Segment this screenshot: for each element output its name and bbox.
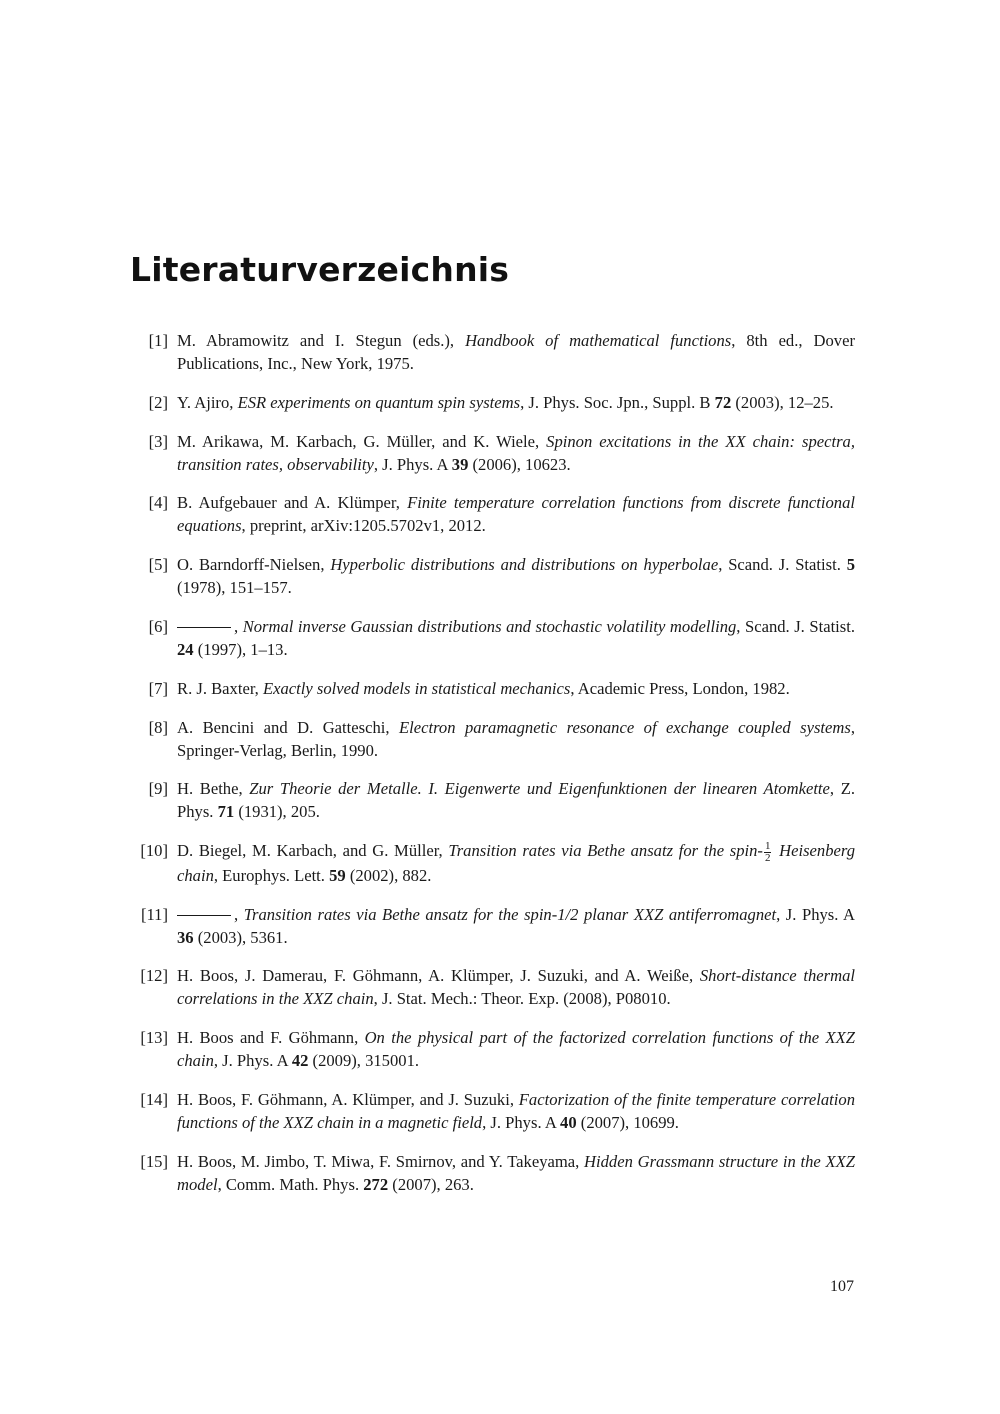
reference-authors: H. Boos and F. Göhmann, <box>177 1028 365 1048</box>
reference-authors: R. J. Baxter, <box>177 678 263 698</box>
reference-title: Transition rates via Bethe ansatz for the spin-1/2 planar XXZ antiferromagnet <box>243 904 777 924</box>
reference-number: [8] <box>148 717 168 737</box>
reference-publication: (2009), 315001. <box>308 1051 420 1071</box>
reference-journal: , Scand. J. Statist. <box>736 616 856 636</box>
reference-number: [11] <box>140 904 168 924</box>
reference-journal: , J. Phys. Soc. Jpn., Suppl. B <box>520 392 715 412</box>
reference-journal: , J. Phys. A <box>373 454 452 474</box>
reference-publication: (1931), 205. <box>234 802 320 822</box>
reference-number: [15] <box>140 1151 168 1171</box>
reference-number: [5] <box>148 555 168 575</box>
reference-authors: H. Boos, J. Damerau, F. Göhmann, A. Klümper, J. Suzuki, and A. Weiße, <box>177 966 700 986</box>
reference-authors: , <box>234 904 244 924</box>
reference-number: [12] <box>140 966 168 986</box>
reference-number: [2] <box>148 392 168 412</box>
reference-item <box>130 491 855 537</box>
one-half-fraction <box>764 841 772 864</box>
reference-journal: , J. Phys. A <box>776 904 856 924</box>
reference-item <box>130 391 855 414</box>
reference-publication: (2007), 263. <box>388 1174 474 1194</box>
reference-item <box>130 430 855 476</box>
reference-volume: 71 <box>217 802 235 822</box>
reference-title: Finite temperature correlation functions from discrete functional equations <box>177 493 855 536</box>
reference-volume: 24 <box>177 639 194 659</box>
reference-journal: , Europhys. Lett. <box>213 865 330 885</box>
reference-publication: (2003), 12–25. <box>731 392 834 412</box>
page-title: Literaturverzeichnis <box>130 250 510 289</box>
reference-item <box>130 1150 855 1196</box>
reference-title-continued: Heisenberg chain <box>177 841 856 885</box>
reference-item <box>130 716 855 762</box>
reference-volume: 36 <box>177 927 194 947</box>
reference-item <box>130 553 855 599</box>
reference-volume: 272 <box>363 1174 389 1194</box>
reference-journal: , Scand. J. Statist. <box>718 555 847 575</box>
reference-number: [3] <box>148 431 168 451</box>
reference-number: [7] <box>148 678 168 698</box>
reference-item <box>130 1088 855 1134</box>
reference-publication: (2007), 10699. <box>576 1113 679 1133</box>
reference-title: Transition rates via Bethe ansatz for the spin- <box>448 841 763 861</box>
reference-item <box>130 615 855 661</box>
reference-publication: , 8th ed., Dover Publications, Inc., New York, 1975. <box>177 331 855 373</box>
reference-title: Hyperbolic distributions and distributions on hyperbolae <box>330 555 719 575</box>
reference-journal: , Z. Phys. <box>177 779 855 822</box>
reference-title: Exactly solved models in statistical mechanics <box>262 678 571 698</box>
same-author-rule <box>177 915 231 916</box>
reference-title: Spinon excitations in the XX chain: spectra, transition rates, observability <box>177 431 855 474</box>
reference-publication: , J. Stat. Mech.: Theor. Exp. (2008), P08010. <box>373 989 671 1009</box>
reference-authors: M. Arikawa, M. Karbach, G. Müller, and K. Wiele, <box>177 431 547 451</box>
reference-publication: (1997), 1–13. <box>193 639 288 659</box>
reference-publication: (2003), 5361. <box>193 927 288 947</box>
reference-journal: , J. Phys. A <box>482 1113 561 1133</box>
reference-authors: M. Abramowitz and I. Stegun (eds.), <box>177 331 466 350</box>
reference-authors: H. Bethe, <box>177 779 250 799</box>
reference-title: On the physical part of the factorized correlation functions of the XXZ chain <box>177 1028 855 1071</box>
same-author-rule <box>177 627 231 628</box>
reference-journal: , Comm. Math. Phys. <box>217 1174 364 1194</box>
page-number: 107 <box>830 1278 854 1295</box>
reference-publication: , Springer-Verlag, Berlin, 1990. <box>177 717 855 760</box>
fraction-denominator: 2 <box>764 851 771 864</box>
reference-authors: A. Bencini and D. Gatteschi, <box>177 717 399 737</box>
reference-title: Normal inverse Gaussian distributions and stochastic volatility modelling <box>242 616 737 636</box>
reference-authors: B. Aufgebauer and A. Klümper, <box>177 493 408 513</box>
reference-publication: (2006), 10623. <box>468 454 571 474</box>
reference-authors: H. Boos, M. Jimbo, T. Miwa, F. Smirnov, and Y. Takeyama, <box>177 1151 585 1171</box>
reference-title: Handbook of mathematical functions <box>465 331 732 350</box>
reference-authors: Y. Ajiro, <box>177 392 238 412</box>
reference-number: [10] <box>140 841 168 861</box>
reference-volume: 5 <box>846 555 855 575</box>
reference-authors: D. Biegel, M. Karbach, and G. Müller, <box>177 841 449 861</box>
reference-volume: 42 <box>291 1051 309 1071</box>
reference-number: [6] <box>148 616 168 636</box>
bibliography-list <box>130 329 855 1212</box>
reference-title: Electron paramagnetic resonance of exchange coupled systems <box>398 717 851 737</box>
reference-volume: 39 <box>451 454 469 474</box>
reference-title: Zur Theorie der Metalle. I. Eigenwerte und Eigenfunktionen der linearen Atomkette <box>249 779 830 799</box>
reference-journal: , J. Phys. A <box>213 1051 292 1071</box>
reference-authors: H. Boos, F. Göhmann, A. Klümper, and J. Suzuki, <box>177 1090 519 1110</box>
reference-item <box>130 839 855 887</box>
reference-publication: , Academic Press, London, 1982. <box>570 678 790 698</box>
reference-title: Hidden Grassmann structure in the XXZ model <box>177 1151 855 1194</box>
reference-title: ESR experiments on quantum spin systems <box>237 392 521 412</box>
reference-volume: 40 <box>560 1113 577 1133</box>
reference-authors: O. Barndorff-Nielsen, <box>177 555 331 575</box>
reference-number: [13] <box>140 1028 168 1048</box>
reference-publication: (1978), 151–157. <box>177 578 292 598</box>
reference-volume: 72 <box>714 392 732 412</box>
reference-number: [14] <box>140 1090 168 1110</box>
reference-item <box>130 964 855 1010</box>
fraction-numerator: 1 <box>764 839 771 852</box>
reference-number: [1] <box>148 331 168 350</box>
reference-item <box>130 329 855 375</box>
reference-item <box>130 777 855 823</box>
reference-publication: , preprint, arXiv:1205.5702v1, 2012. <box>241 516 486 536</box>
reference-number: [9] <box>148 779 168 799</box>
reference-title: Short-distance thermal correlations in the XXZ chain <box>177 966 855 1009</box>
reference-item <box>130 903 855 949</box>
reference-item <box>130 1026 855 1072</box>
reference-volume: 59 <box>329 865 346 885</box>
reference-title: Factorization of the finite temperature correlation functions of the XXZ chain in a magnetic field <box>177 1090 855 1133</box>
reference-publication: (2002), 882. <box>345 865 432 885</box>
reference-item <box>130 677 855 700</box>
reference-authors: , <box>234 616 243 636</box>
reference-number: [4] <box>148 493 168 513</box>
